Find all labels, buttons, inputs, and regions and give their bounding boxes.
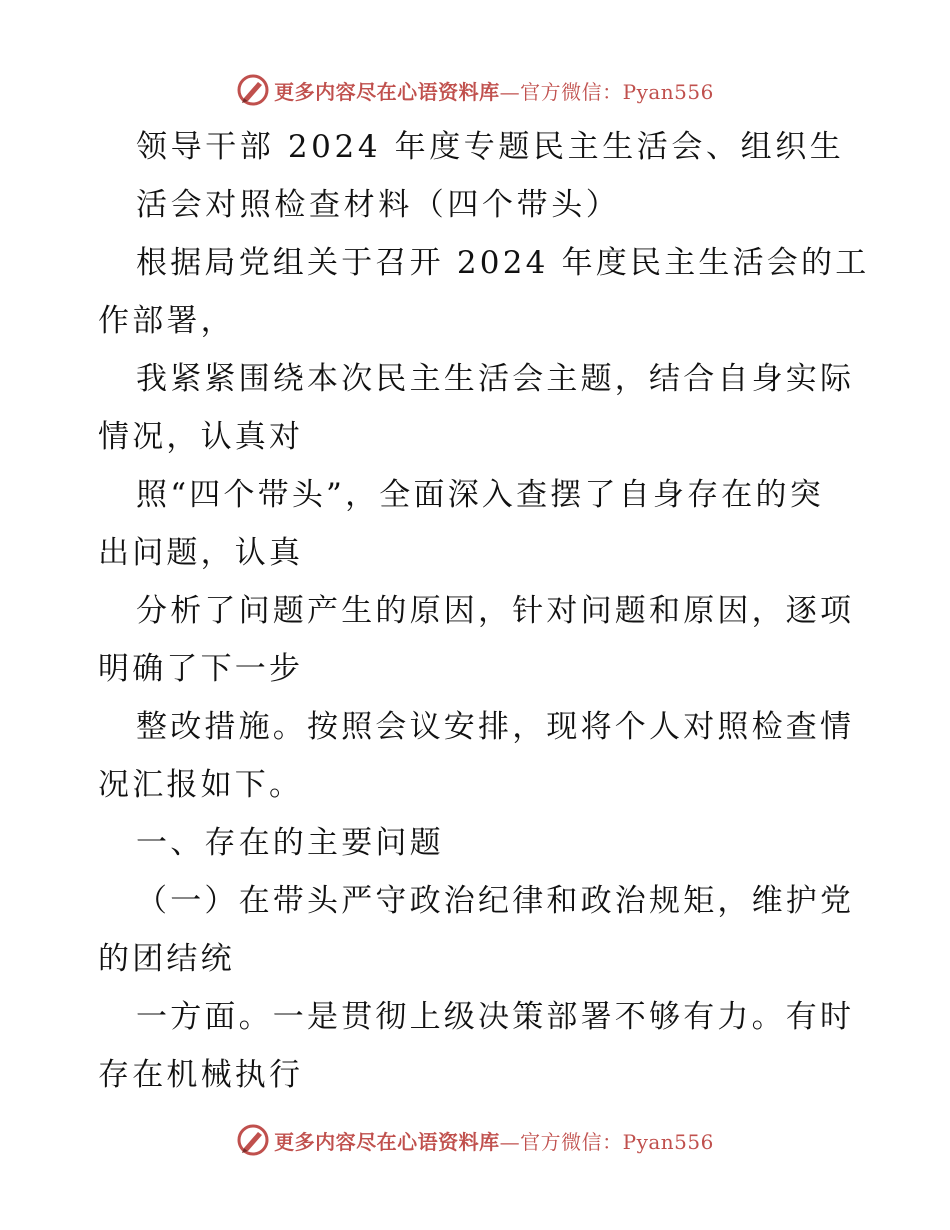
watermark-separator: — xyxy=(499,1129,521,1154)
paragraph-line: 整改措施。按照会议安排，现将个人对照检查情 xyxy=(136,709,855,745)
subsection-heading-line: （一）在带头严守政治纪律和政治规矩，维护党 xyxy=(136,883,855,919)
document-title-line-2: 活会对照检查材料（四个带头） xyxy=(136,187,621,223)
paragraph-line: 根据局党组关于召开 2024 年度民主生活会的工 xyxy=(136,245,870,281)
watermark-wechat: 官方微信：Pyan556 xyxy=(520,79,714,104)
paragraph-line: 作部署， xyxy=(98,303,235,339)
subsection-heading-line: 的团结统 xyxy=(98,941,235,977)
watermark-brand: 更多内容尽在心语资料库 xyxy=(274,79,500,104)
footer-watermark xyxy=(0,1120,950,1160)
paragraph-line: 明确了下一步 xyxy=(98,651,304,687)
document-body xyxy=(98,118,870,1104)
paragraph-line: 况汇报如下。 xyxy=(98,767,304,803)
paragraph-line: 我紧紧围绕本次民主生活会主题，结合自身实际 xyxy=(136,361,855,397)
section-heading: 一、存在的主要问题 xyxy=(136,825,444,861)
header-watermark xyxy=(0,70,950,110)
watermark-separator: — xyxy=(499,79,521,104)
watermark-brand: 更多内容尽在心语资料库 xyxy=(274,1129,500,1154)
paragraph-line: 一方面。一是贯彻上级决策部署不够有力。有时 xyxy=(136,999,855,1035)
paragraph-line: 分析了问题产生的原因，针对问题和原因，逐项 xyxy=(136,593,855,629)
pen-logo-icon xyxy=(236,73,270,107)
paragraph-line: 出问题，认真 xyxy=(98,535,304,571)
document-title-line-1: 领导干部 2024 年度专题民主生活会、组织生 xyxy=(136,129,845,165)
watermark-wechat: 官方微信：Pyan556 xyxy=(520,1129,714,1154)
watermark-text xyxy=(274,1126,714,1155)
watermark-text xyxy=(274,76,714,105)
pen-logo-icon xyxy=(236,1123,270,1157)
paragraph-line: 存在机械执行 xyxy=(98,1057,304,1093)
paragraph-line: 情况，认真对 xyxy=(98,419,304,455)
paragraph-line: 照“四个带头”，全面深入查摆了自身存在的突 xyxy=(136,477,824,513)
